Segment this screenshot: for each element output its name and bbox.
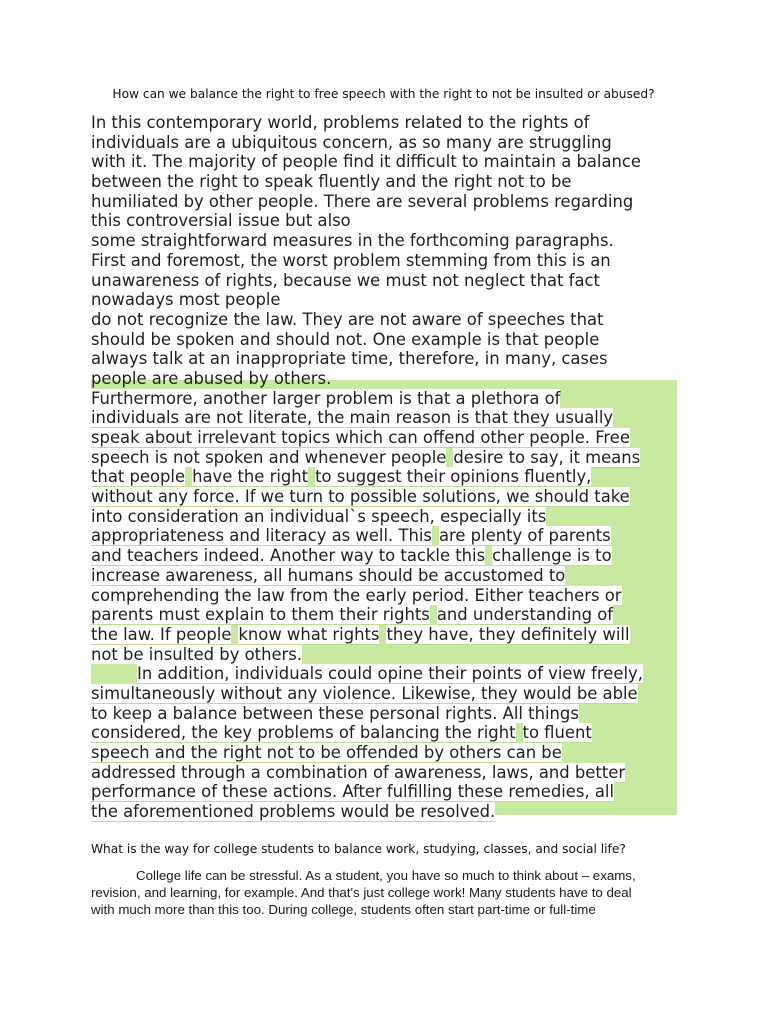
essay-1-line: In this contemporary world, problems related to the rights of — [91, 113, 590, 132]
essay-1-highlighted-line — [91, 487, 681, 507]
text-segment: simultaneously without any violence. Likewise, they would be able — [91, 683, 638, 703]
essay-1-body — [91, 113, 681, 822]
essay-1-highlighted-line — [91, 467, 681, 487]
text-segment: and teachers indeed. Another way to tackle this — [91, 546, 486, 566]
text-segment: have the right — [192, 467, 309, 487]
text-segment: appropriateness and literacy as well. This — [91, 526, 432, 546]
question-heading-2: What is the way for college students to balance work, studying, classes, and social life? — [91, 842, 626, 856]
essay-1-highlighted-line — [91, 645, 681, 665]
text-segment: to fluent — [522, 723, 592, 743]
text-segment: comprehending the law from the early period. Either teachers or — [91, 585, 622, 605]
text-segment: challenge is to — [492, 546, 612, 566]
essay-2-line-text: revision, and learning, for example. And that's just college work! Many students have to deal — [91, 885, 632, 900]
highlight-gap — [430, 605, 437, 624]
text-segment: individuals are not literate, the main reason is that they usually — [91, 408, 614, 428]
essay-1-line: nowadays most people — [91, 290, 281, 310]
text-segment: addressed through a combination of awareness, laws, and better — [91, 762, 626, 782]
essay-1-highlighted-line — [91, 763, 681, 783]
highlight-gap — [185, 467, 192, 486]
essay-1-highlighted-line — [91, 743, 681, 763]
essay-1-highlighted-line — [91, 664, 681, 684]
text-segment: are plenty of parents — [438, 526, 611, 546]
text-segment: In addition, individuals could opine their points of view freely, — [137, 664, 643, 684]
text-segment: they have, they definitely will — [386, 624, 630, 644]
text-segment: speech and the right not to be offended by others can be — [91, 743, 562, 762]
essay-1-highlighted-line — [91, 566, 681, 586]
essay-2-body — [91, 867, 681, 918]
essay-1-line: individuals are a ubiquitous concern, as so many are struggling — [91, 132, 612, 152]
essay-1-line: always talk at an inappropriate time, therefore, in many, cases — [91, 349, 608, 369]
text-segment: not be insulted by others. — [91, 644, 303, 664]
text-segment: to suggest their opinions fluently, — [315, 467, 592, 487]
text-segment: and understanding of — [436, 605, 614, 625]
text-segment: Furthermore, another larger problem is that a plethora of — [91, 388, 561, 408]
text-segment: to keep a balance between these personal rights. All things — [91, 703, 579, 723]
text-segment: desire to say, it means — [453, 447, 641, 467]
paragraph-indent — [91, 664, 137, 683]
highlight-gap — [516, 723, 523, 742]
essay-1-highlighted-line — [91, 428, 681, 448]
essay-2-line — [91, 884, 681, 901]
essay-1-highlighted-line — [91, 782, 681, 802]
essay-1-line: unawareness of rights, because we must not neglect that fact — [91, 270, 600, 290]
text-segment: the law. If people — [91, 624, 232, 644]
essay-1-highlighted-line — [91, 546, 681, 566]
essay-2-line-text: with much more than this too. During college, students often start part-time or full-time — [91, 902, 596, 917]
essay-1-highlighted-line — [91, 389, 681, 409]
essay-2-line-text: College life can be stressful. As a student, you have so much to think about – exams, — [136, 868, 636, 883]
essay-1-highlighted-line — [91, 605, 681, 625]
essay-1-line: between the right to speak fluently and the right not to be — [91, 172, 572, 192]
essay-1-highlighted-line — [91, 704, 681, 724]
text-segment: speech is not spoken and whenever people — [91, 447, 447, 467]
text-segment: without any force. If we turn to possible solutions, we should take — [91, 487, 630, 507]
essay-2-line — [91, 901, 681, 918]
essay-1-line: do not recognize the law. They are not aware of speeches that — [91, 309, 604, 329]
essay-1-highlighted-line — [91, 625, 681, 645]
essay-2-line — [91, 867, 681, 884]
essay-1-line: people are abused by others. — [91, 368, 332, 388]
text-segment: performance of these actions. After fulfilling these remedies, all — [91, 782, 615, 802]
essay-1-highlighted-line — [91, 408, 681, 428]
essay-1-line: First and foremost, the worst problem stemming from this is an — [91, 250, 611, 270]
essay-1-line: some straightforward measures in the forthcoming paragraphs. — [91, 231, 614, 251]
essay-1-highlighted-line — [91, 448, 681, 468]
text-segment: that people — [91, 467, 186, 487]
text-segment: the aforementioned problems would be resolved. — [91, 802, 496, 822]
essay-1-highlighted-line — [91, 802, 681, 822]
highlight-gap — [432, 526, 439, 545]
essay-1-line: should be spoken and should not. One example is that people — [91, 329, 600, 349]
essay-1-highlighted-line — [91, 526, 681, 546]
essay-1-line: this controversial issue but also — [91, 211, 351, 231]
text-segment: know what rights — [238, 624, 380, 644]
text-segment: increase awareness, all humans should be accustomed to — [91, 565, 566, 585]
essay-1-highlighted-line — [91, 684, 681, 704]
text-segment: speak about irrelevant topics which can offend other people. Free — [91, 428, 630, 447]
essay-1-highlighted-line — [91, 586, 681, 606]
essay-1-line: with it. The majority of people find it difficult to maintain a balance — [91, 152, 642, 172]
essay-1-highlighted-line — [91, 507, 681, 527]
essay-1-line: humiliated by other people. There are several problems regarding — [91, 191, 634, 211]
essay-1-highlighted-line — [91, 723, 681, 743]
text-segment: considered, the key problems of balancing the right — [91, 723, 516, 743]
text-segment: into consideration an individual`s speech, especially its — [91, 506, 547, 526]
question-heading-1: How can we balance the right to free speech with the right to not be insulted or abused? — [112, 87, 655, 101]
text-segment: parents must explain to them their rights — [91, 605, 430, 625]
